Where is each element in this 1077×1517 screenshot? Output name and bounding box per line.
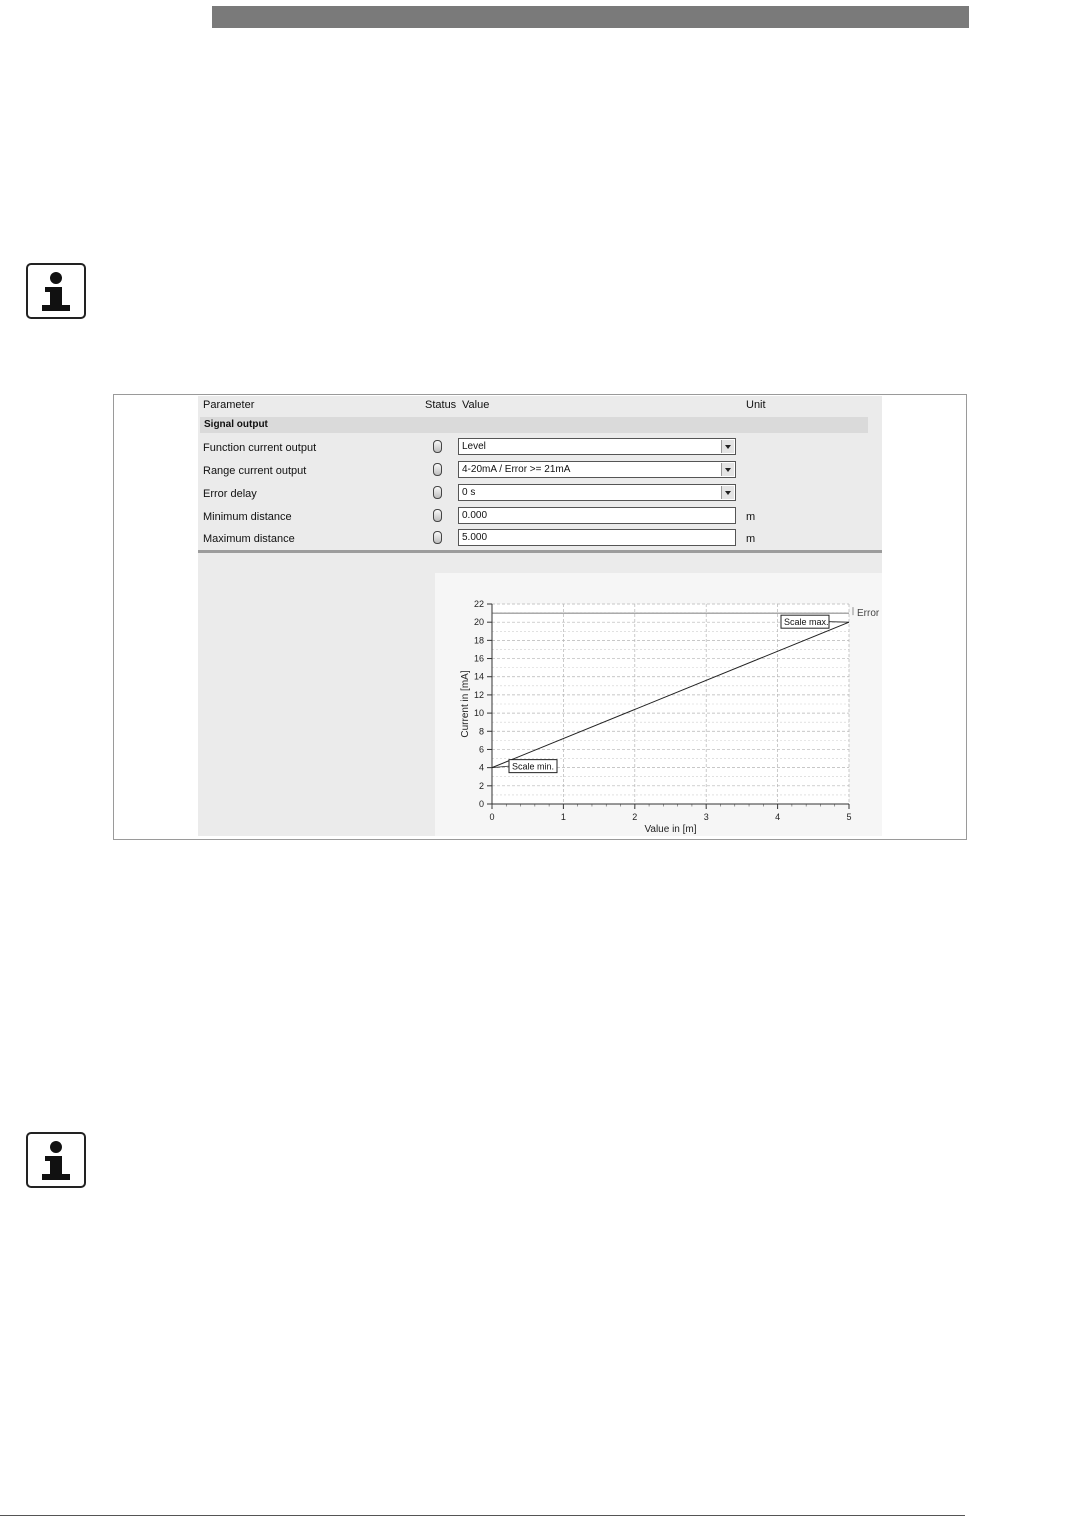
y-tick-label: 16 (473, 653, 484, 664)
row-minimum-distance (198, 506, 882, 528)
row-maximum-distance (198, 528, 882, 550)
status-indicator-icon (433, 463, 442, 476)
error-label: Error (857, 608, 880, 620)
unit-label: m (746, 533, 756, 545)
page-header-bar (212, 6, 969, 28)
section-title: Signal output (204, 419, 268, 430)
row-label: Function current output (203, 442, 317, 454)
y-tick-label: 12 (473, 689, 484, 700)
y-tick-label: 8 (478, 726, 484, 737)
range-current-output-select[interactable] (458, 461, 736, 478)
status-indicator-icon (433, 440, 442, 453)
y-tick-label: 0 (478, 799, 484, 809)
current-output-chart (435, 573, 882, 836)
footer-rule (0, 1515, 965, 1516)
col-header-unit: Unit (746, 399, 766, 411)
section-signal-output (200, 417, 868, 433)
row-label: Minimum distance (203, 511, 292, 523)
x-tick-label: 5 (846, 812, 852, 822)
annotation-leader (829, 622, 849, 623)
y-tick-label: 20 (473, 617, 484, 628)
select-value: Level (462, 441, 486, 452)
row-label: Error delay (203, 488, 257, 500)
panel-divider (198, 550, 882, 553)
maximum-distance-input[interactable]: 5.000 (458, 529, 736, 546)
y-tick-label: 18 (473, 635, 484, 646)
y-tick-label: 4 (478, 762, 484, 773)
minimum-distance-input[interactable]: 0.000 (458, 507, 736, 524)
row-label: Maximum distance (203, 533, 295, 545)
annotation-label: Scale min. (512, 761, 555, 772)
col-header-status: Status (425, 399, 457, 411)
y-axis-label: Current in [mA] (460, 670, 471, 738)
row-error-delay (198, 483, 882, 505)
chevron-down-icon[interactable] (721, 486, 734, 499)
info-icon (26, 263, 86, 319)
row-range-current-output (198, 460, 882, 482)
row-function-current-output (198, 437, 882, 459)
y-tick-label: 2 (478, 780, 484, 791)
y-tick-label: 22 (473, 599, 484, 609)
x-tick-label: 2 (632, 812, 638, 822)
function-current-output-select[interactable] (458, 438, 736, 455)
parameter-panel (198, 396, 882, 836)
y-tick-label: 14 (473, 671, 484, 682)
chevron-down-icon[interactable] (721, 463, 734, 476)
error-delay-select[interactable] (458, 484, 736, 501)
status-indicator-icon (433, 486, 442, 499)
status-indicator-icon (433, 531, 442, 544)
select-value: 4-20mA / Error >= 21mA (462, 464, 571, 475)
x-tick-label: 4 (775, 812, 781, 822)
col-header-value: Value (462, 399, 490, 411)
x-axis-label: Value in [m] (644, 824, 697, 835)
x-tick-label: 0 (489, 812, 495, 822)
annotation-label: Scale max. (784, 617, 829, 628)
info-icon (26, 1132, 86, 1188)
chart-svg (435, 573, 882, 836)
col-header-parameter: Parameter (203, 399, 255, 411)
x-tick-label: 3 (703, 812, 709, 822)
y-tick-label: 10 (473, 708, 484, 719)
row-label: Range current output (203, 465, 307, 477)
unit-label: m (746, 511, 756, 523)
y-tick-label: 6 (478, 744, 484, 755)
select-value: 0 s (462, 487, 476, 498)
status-indicator-icon (433, 509, 442, 522)
chevron-down-icon[interactable] (721, 440, 734, 453)
x-tick-label: 1 (560, 812, 566, 822)
